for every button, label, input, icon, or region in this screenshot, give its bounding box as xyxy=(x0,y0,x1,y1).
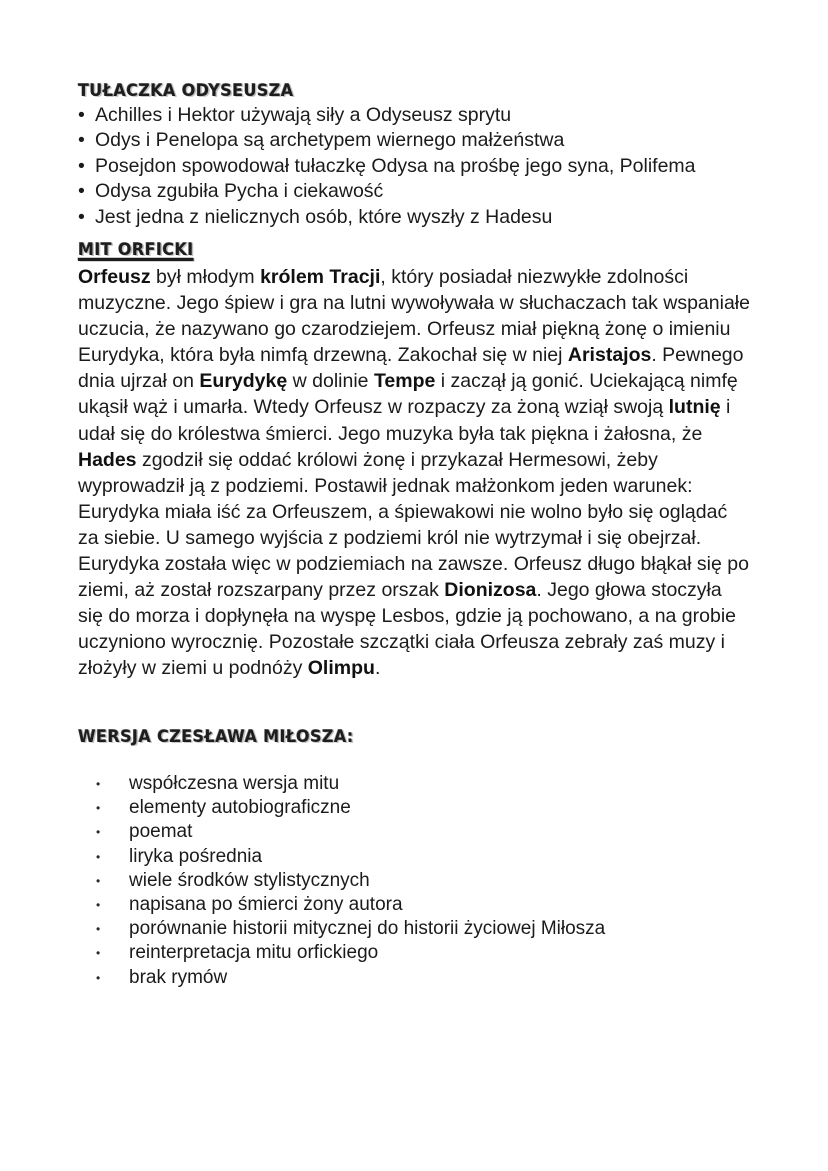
bullet-icon: • xyxy=(78,180,85,203)
emphasized-term: Orfeusz xyxy=(78,266,151,288)
paragraph-text: , który posiadał niezwykłe zdolności muzyczne. Jego śpiew i gra na lutni wywoływała w słuchaczach tak wspaniałe uczucia, że nazywano go czarodziejem. Orfeusz miał piękną żonę o imieniu Eurydyka, która była nimfą drzewną. Zakochał się w niej xyxy=(78,266,750,367)
section-heading-mit-orficki: MIT ORFICKI xyxy=(78,240,194,259)
list-item-label: Odysa zgubiła Pycha i ciekawość xyxy=(95,180,384,203)
section-heading-wersja-milosza: WERSJA CZESŁAWA MIŁOSZA: xyxy=(78,727,354,746)
list-item xyxy=(78,154,778,179)
list-item-label: Jest jedna z nielicznych osób, które wyszły z Hadesu xyxy=(95,205,553,228)
bullet-icon: • xyxy=(78,154,85,177)
section-heading-odyseusz: TUŁACZKA ODYSEUSZA xyxy=(78,81,294,100)
list-item xyxy=(78,103,778,128)
bullet-icon: • xyxy=(96,825,101,840)
list-item-label: Achilles i Hektor używają siły a Odyseusz sprytu xyxy=(95,104,512,126)
paragraph-text: . Jego głowa stoczyła się do morza i dopłynęła na wyspę Lesbos, gdzie ją pochowano, a na grobie uczyniono wyrocznię. Pozostałe szczątki ciała Orfeusza zebrały zaś muzy i złożyły w ziemi u podnóży xyxy=(78,579,737,680)
list-item xyxy=(96,796,796,820)
bullet-icon: • xyxy=(96,922,101,937)
list-item-label: napisana po śmierci żony autora xyxy=(129,894,403,916)
paragraph-text: był młodym xyxy=(150,266,261,288)
list-item-label: reinterpretacja mitu orfickiego xyxy=(129,942,379,964)
bullet-list-wersja-milosza xyxy=(96,772,796,990)
list-item xyxy=(96,845,796,869)
list-item-label: poemat xyxy=(129,821,193,843)
list-item xyxy=(96,869,796,893)
list-item xyxy=(96,893,796,917)
list-item-label: Posejdon spowodował tułaczkę Odysa na prośbę jego syna, Polifema xyxy=(95,154,696,177)
bullet-icon: • xyxy=(96,777,101,791)
list-item-label: Odys i Penelopa są archetypem wiernego małżeństwa xyxy=(95,129,565,152)
emphasized-term: Eurydykę xyxy=(199,370,288,393)
paragraph-text: . Pewnego dnia ujrzał on xyxy=(78,344,744,393)
emphasized-term: Aristajos xyxy=(567,344,652,367)
paragraph-text: . xyxy=(374,657,381,680)
emphasized-term: Dionizosa xyxy=(444,579,537,602)
list-item xyxy=(78,179,778,204)
paragraph-text: w dolinie xyxy=(287,370,374,393)
bullet-icon: • xyxy=(96,801,101,816)
paragraph-text: i zaczął ją gonić. Uciekającą nimfę ukąsił wąż i umarła. Wtedy Orfeusz w rozpaczy za żoną wziął swoją xyxy=(78,370,738,419)
bullet-icon: • xyxy=(96,946,101,961)
emphasized-term: królem Tracji xyxy=(260,266,381,288)
emphasized-term: Olimpu xyxy=(307,657,375,680)
emphasized-term: lutnię xyxy=(668,396,721,419)
list-item-label: porównanie historii mitycznej do historii życiowej Miłosza xyxy=(129,918,606,940)
list-item xyxy=(78,205,778,230)
paragraph-text: zgodził się oddać królowi żonę i przykazał Hermesowi, żeby wyprowadził ją z podziemi. Postawił jednak małżonkom jeden warunek: Eurydyka miała iść za Orfeuszem, a śpiewakowi nie wolno było się oglądać za siebie. U samego wyjścia z podziemi król nie wytrzymał i się obejrzał. Eurydyka została więc w podziemiach na zawsze. Orfeusz długo błąkał się po ziemi, aż został rozszarpany przez orszak xyxy=(78,448,749,602)
bullet-list-odyseusz xyxy=(78,103,778,230)
list-item-label: współczesna wersja mitu xyxy=(129,773,340,794)
emphasized-term: Tempe xyxy=(373,370,436,393)
list-item-label: liryka pośrednia xyxy=(129,845,263,867)
bullet-icon: • xyxy=(96,873,101,888)
bullet-icon: • xyxy=(96,898,101,913)
bullet-icon: • xyxy=(96,849,101,864)
list-item xyxy=(96,941,796,965)
list-item-label: elementy autobiograficzne xyxy=(129,797,351,819)
list-item-label: brak rymów xyxy=(129,966,228,988)
paragraph-text: i udał się do królestwa śmierci. Jego muzyka była tak piękna i żałosna, że xyxy=(78,396,731,445)
list-item xyxy=(96,917,796,941)
list-item xyxy=(96,820,796,844)
list-item xyxy=(96,966,796,990)
list-item xyxy=(78,128,778,153)
emphasized-term: Hades xyxy=(78,448,137,471)
bullet-icon: • xyxy=(78,205,85,228)
paragraph-mit-orficki xyxy=(78,264,752,682)
bullet-icon: • xyxy=(78,104,85,126)
bullet-icon: • xyxy=(96,970,101,985)
list-item-label: wiele środków stylistycznych xyxy=(129,869,370,891)
list-item xyxy=(96,772,796,796)
bullet-icon: • xyxy=(78,129,85,152)
